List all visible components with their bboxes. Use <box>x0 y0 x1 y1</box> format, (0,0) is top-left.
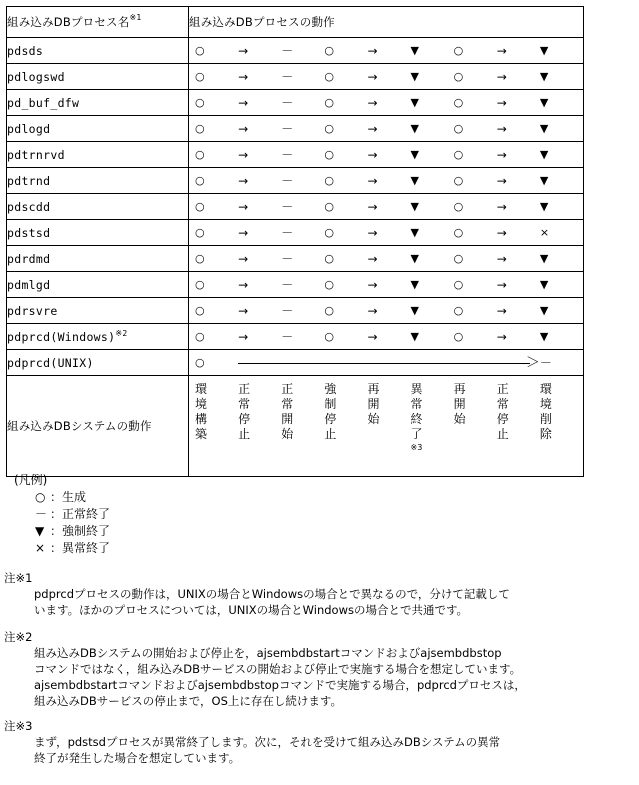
symbol-circle: ○ <box>324 174 334 187</box>
legend-item <box>8 540 110 557</box>
process-action-cell <box>189 298 584 324</box>
table-row <box>7 64 584 90</box>
symbol-dash: － <box>281 277 294 292</box>
symbol-sequence <box>189 220 583 245</box>
symbol-circle: ○ <box>453 278 464 291</box>
footnote-line: 組み込みDBサービスの停止まで，OS上に存在し続けます。 <box>34 694 342 708</box>
system-behavior-column <box>238 382 281 442</box>
table-row <box>7 246 584 272</box>
process-action-cell <box>189 90 584 116</box>
system-behavior-column <box>497 382 540 442</box>
symbol-tri: ▼ <box>410 252 420 265</box>
symbol-dash: － <box>281 121 294 136</box>
symbol-tri: ▼ <box>410 122 420 135</box>
symbol-circle: ○ <box>453 252 464 265</box>
symbol-tri: ▼ <box>539 148 549 161</box>
symbol-circle: ○ <box>324 148 334 161</box>
table-row <box>7 272 584 298</box>
symbol-arrow: → <box>238 199 249 214</box>
symbol-arrow: → <box>496 43 507 58</box>
legend-text: ：正常終了 <box>50 507 111 521</box>
system-behavior-column <box>454 382 497 427</box>
vertical-char: 常 <box>496 397 509 411</box>
long-arrow-icon <box>238 354 540 371</box>
process-name-cell <box>7 90 189 116</box>
symbol-arrow: → <box>367 69 378 84</box>
vertical-char: 終 <box>410 412 423 426</box>
symbol-arrow: → <box>238 173 249 188</box>
process-action-cell <box>189 246 584 272</box>
footnote-line: 終了が発生した場合を想定しています。 <box>34 751 241 765</box>
process-name-cell <box>7 64 189 90</box>
footnote-line: コマンドではなく，組み込みDBサービスの開始および停止で実施する場合を想定しています。 <box>34 662 522 676</box>
vertical-char: 停 <box>496 412 509 426</box>
vertical-char: 了 <box>410 427 423 441</box>
symbol-arrow: → <box>367 277 378 292</box>
vertical-char: 常 <box>238 397 251 411</box>
long-arrow-line <box>238 363 530 364</box>
symbol-dash: － <box>281 95 294 110</box>
symbol-circle: ○ <box>195 96 205 109</box>
process-name-label: pdlogd <box>7 121 51 136</box>
symbol-dash: － <box>281 199 294 214</box>
footnote-line: 組み込みDBシステムの開始および停止を，ajsembdbstartコマンドおよびajsembdbstop <box>34 646 502 660</box>
process-action-cell <box>189 142 584 168</box>
system-behavior-column <box>540 382 583 442</box>
process-name-cell <box>7 272 189 298</box>
symbol-arrow: → <box>496 121 507 136</box>
table-row <box>7 142 584 168</box>
symbol-sequence <box>189 116 583 141</box>
symbol-dash: － <box>281 251 294 266</box>
legend-item <box>8 523 110 540</box>
footnote-head: 注※2 <box>4 630 33 644</box>
symbol-circle: ○ <box>195 44 205 57</box>
symbol-circle: ○ <box>195 200 205 213</box>
symbol-arrow: → <box>238 277 249 292</box>
symbol-arrow: → <box>496 329 507 344</box>
process-name-cell <box>7 142 189 168</box>
symbol-circle: ○ <box>324 304 334 317</box>
symbol-circle: ○ <box>324 278 334 291</box>
vertical-char: 停 <box>324 412 337 426</box>
legend-symbol: － <box>35 507 48 521</box>
symbol-circle: ○ <box>324 252 334 265</box>
vertical-char: 始 <box>281 427 294 441</box>
process-name-cell <box>7 38 189 64</box>
symbol-circle: ○ <box>453 148 464 161</box>
symbol-arrow: → <box>496 251 507 266</box>
symbol-arrow: → <box>238 95 249 110</box>
process-action-cell <box>189 64 584 90</box>
symbol-circle: ○ <box>453 96 464 109</box>
footnote-line: ajsembdbstartコマンドおよびajsembdbstopコマンドで実施する場合，pdprcdプロセスは， <box>34 678 526 692</box>
symbol-sequence <box>189 64 583 89</box>
vertical-char: 正 <box>238 382 251 396</box>
symbol-circle: ○ <box>453 330 464 343</box>
symbol-arrow: → <box>367 121 378 136</box>
footnote-1 <box>4 570 510 618</box>
system-behavior-columns-cell <box>189 376 584 477</box>
legend-symbol: ▼ <box>35 524 45 538</box>
legend-text: ：生成 <box>50 490 87 504</box>
process-name-label: pdtrnd <box>7 173 51 188</box>
symbol-arrow: → <box>238 121 249 136</box>
system-behavior-column <box>367 382 410 427</box>
symbol-circle: ○ <box>195 278 205 291</box>
symbol-circle: ○ <box>195 148 205 161</box>
symbol-tri: ▼ <box>539 44 549 57</box>
symbol-tri: ▼ <box>410 226 420 239</box>
symbol-tri: ▼ <box>410 148 420 161</box>
symbol-dash: － <box>281 303 294 318</box>
process-name-cell <box>7 168 189 194</box>
process-name-label: pdsds <box>7 43 44 58</box>
header-process-name-footnote: ※1 <box>129 13 142 22</box>
symbol-dash: － <box>539 355 552 370</box>
symbol-circle: ○ <box>453 44 464 57</box>
symbol-circle: ○ <box>453 174 464 187</box>
symbol-arrow: → <box>238 303 249 318</box>
symbol-arrow: → <box>496 95 507 110</box>
system-behavior-column <box>324 382 367 442</box>
symbol-arrow: → <box>496 199 507 214</box>
symbol-tri: ▼ <box>410 44 420 57</box>
symbol-dash: － <box>281 225 294 240</box>
symbol-dash: － <box>281 173 294 188</box>
symbol-tri: ▼ <box>539 252 549 265</box>
system-behavior-column <box>281 382 324 442</box>
symbol-circle: ○ <box>195 226 205 239</box>
vertical-char: 除 <box>539 427 552 441</box>
vertical-char: 始 <box>367 412 380 426</box>
long-arrow-sequence <box>189 350 583 375</box>
process-name-label: pdprcd(Windows) <box>7 329 116 344</box>
embedded-db-process-behavior-table <box>6 6 584 477</box>
symbol-circle: ○ <box>453 226 464 239</box>
vertical-char: 開 <box>453 397 466 411</box>
legend-item-list <box>8 489 110 557</box>
process-name-label: pdscdd <box>7 199 51 214</box>
symbol-arrow: → <box>238 69 249 84</box>
vertical-char: 環 <box>195 382 208 396</box>
symbol-circle: ○ <box>195 330 205 343</box>
vertical-char: 境 <box>539 397 552 411</box>
symbol-circle: ○ <box>324 200 334 213</box>
symbol-sequence <box>189 90 583 115</box>
process-name-cell <box>7 194 189 220</box>
table-row <box>7 38 584 64</box>
symbol-arrow: → <box>367 199 378 214</box>
symbol-arrow: → <box>367 43 378 58</box>
process-action-cell <box>189 116 584 142</box>
symbol-dash: － <box>281 329 294 344</box>
symbol-tri: ▼ <box>410 70 420 83</box>
symbol-circle: ○ <box>195 174 205 187</box>
symbol-circle: ○ <box>324 96 334 109</box>
symbol-arrow: → <box>367 225 378 240</box>
legend-text: ：強制終了 <box>50 524 111 538</box>
vertical-char: 停 <box>238 412 251 426</box>
legend-symbol: × <box>35 541 46 555</box>
symbol-cross: × <box>539 226 550 239</box>
symbol-circle: ○ <box>324 122 334 135</box>
legend-symbol: ○ <box>35 490 46 504</box>
process-name-footnote: ※2 <box>115 328 128 338</box>
vertical-char: 止 <box>238 427 251 441</box>
footnote-head: 注※3 <box>4 719 33 733</box>
legend-text: ：異常終了 <box>50 541 111 555</box>
process-action-cell <box>189 324 584 350</box>
process-action-cell <box>189 220 584 246</box>
legend-item <box>8 506 110 523</box>
vertical-char: 止 <box>324 427 337 441</box>
symbol-tri: ▼ <box>539 122 549 135</box>
footnote-3 <box>4 718 500 766</box>
vertical-char: 常 <box>410 397 423 411</box>
symbol-tri: ▼ <box>539 70 549 83</box>
symbol-tri: ▼ <box>539 330 549 343</box>
legend-item <box>8 489 110 506</box>
process-name-label: pdlogswd <box>7 69 65 84</box>
symbol-arrow: → <box>367 173 378 188</box>
symbol-tri: ▼ <box>410 96 420 109</box>
legend-title: (凡例) <box>14 473 48 487</box>
symbol-dash: － <box>281 147 294 162</box>
symbol-arrow: → <box>238 147 249 162</box>
process-name-label: pdrsvre <box>7 303 58 318</box>
process-action-cell <box>189 272 584 298</box>
footnote-line: まず，pdstsdプロセスが異常終了します。次に，それを受けて組み込みDBシステムの異常 <box>34 735 501 749</box>
symbol-circle: ○ <box>453 70 464 83</box>
vertical-char: 境 <box>195 397 208 411</box>
symbol-arrow: → <box>367 329 378 344</box>
symbol-arrow: → <box>496 173 507 188</box>
symbol-tri: ▼ <box>539 304 549 317</box>
symbol-arrow: → <box>496 225 507 240</box>
process-name-label: pdstsd <box>7 225 51 240</box>
symbol-sequence <box>189 38 583 63</box>
vertical-char: 異 <box>410 382 423 396</box>
process-name-cell: pdprcd(UNIX) <box>7 350 189 376</box>
symbol-circle: ○ <box>195 356 205 369</box>
process-name-label: pdrdmd <box>7 251 51 266</box>
process-name-cell <box>7 246 189 272</box>
symbol-arrow: → <box>238 329 249 344</box>
symbol-arrow: → <box>238 43 249 58</box>
system-behavior-label: 組み込みDBシステムの動作 <box>7 376 189 477</box>
symbol-dash: － <box>281 43 294 58</box>
vertical-char: 正 <box>281 382 294 396</box>
symbol-arrow: → <box>367 251 378 266</box>
system-behavior-columns <box>189 376 583 476</box>
vertical-char: 止 <box>496 427 509 441</box>
symbol-sequence <box>189 246 583 271</box>
symbol-tri: ▼ <box>410 278 420 291</box>
vertical-char: 再 <box>367 382 380 396</box>
vertical-char: 構 <box>195 412 208 426</box>
process-name-label: pd_buf_dfw <box>7 95 80 110</box>
process-name-cell <box>7 298 189 324</box>
symbol-arrow: → <box>496 277 507 292</box>
symbol-tri: ▼ <box>410 174 420 187</box>
process-name-cell <box>7 324 189 350</box>
process-name-cell <box>7 220 189 246</box>
process-action-cell <box>189 38 584 64</box>
symbol-sequence <box>189 272 583 297</box>
long-arrow-head: ＞ <box>525 354 540 371</box>
vertical-char: 正 <box>496 382 509 396</box>
table-row <box>7 194 584 220</box>
symbol-arrow: → <box>496 303 507 318</box>
symbol-circle: ○ <box>453 122 464 135</box>
process-name-cell <box>7 116 189 142</box>
symbol-arrow: → <box>367 303 378 318</box>
footnote-line: います。ほかのプロセスについては，UNIXの場合とWindowsの場合とで共通です。 <box>34 603 469 617</box>
system-behavior-column <box>411 382 454 453</box>
symbol-circle: ○ <box>195 70 205 83</box>
symbol-circle: ○ <box>324 226 334 239</box>
process-name-label: pdmlgd <box>7 277 51 292</box>
symbol-circle: ○ <box>195 252 205 265</box>
table-row-system-behavior <box>7 376 584 477</box>
symbol-circle: ○ <box>453 304 464 317</box>
symbol-tri: ▼ <box>410 200 420 213</box>
table-row <box>7 298 584 324</box>
symbol-dash: － <box>281 69 294 84</box>
process-action-cell <box>189 350 584 376</box>
symbol-arrow: → <box>496 147 507 162</box>
vertical-char: 開 <box>367 397 380 411</box>
symbol-tri: ▼ <box>539 200 549 213</box>
table-row <box>7 324 584 350</box>
process-action-cell <box>189 194 584 220</box>
symbol-sequence <box>189 142 583 167</box>
symbol-arrow: → <box>238 225 249 240</box>
table-body <box>7 7 584 477</box>
symbol-tri: ▼ <box>410 304 420 317</box>
symbol-tri: ▼ <box>539 96 549 109</box>
table-row <box>7 220 584 246</box>
footnote-line: pdprcdプロセスの動作は，UNIXの場合とWindowsの場合とで異なるので，分けて記載して <box>34 587 510 601</box>
table-row <box>7 116 584 142</box>
symbol-sequence <box>189 298 583 323</box>
symbol-arrow: → <box>367 147 378 162</box>
header-process-action: 組み込みDBプロセスの動作 <box>189 7 584 38</box>
vertical-char: 築 <box>195 427 208 441</box>
table-row <box>7 90 584 116</box>
vertical-char: 常 <box>281 397 294 411</box>
symbol-circle: ○ <box>195 304 205 317</box>
symbol-circle: ○ <box>324 44 334 57</box>
vertical-char: 始 <box>453 412 466 426</box>
vertical-char: 制 <box>324 397 337 411</box>
symbol-circle: ○ <box>324 70 334 83</box>
vertical-char: 強 <box>324 382 337 396</box>
vertical-char: 開 <box>281 412 294 426</box>
symbol-arrow: → <box>496 69 507 84</box>
system-behavior-column <box>195 382 238 442</box>
table-header-row <box>7 7 584 38</box>
symbol-arrow: → <box>238 251 249 266</box>
symbol-tri: ▼ <box>539 278 549 291</box>
header-process-name-label: 組み込みDBプロセス名 <box>7 15 130 29</box>
legend <box>8 472 110 557</box>
vertical-char: 再 <box>453 382 466 396</box>
symbol-sequence <box>189 324 583 349</box>
symbol-circle: ○ <box>324 330 334 343</box>
symbol-circle: ○ <box>453 200 464 213</box>
vertical-footnote: ※3 <box>410 443 423 452</box>
header-process-name <box>7 7 189 38</box>
symbol-sequence <box>189 168 583 193</box>
symbol-tri: ▼ <box>410 330 420 343</box>
symbol-sequence <box>189 194 583 219</box>
table-row <box>7 168 584 194</box>
vertical-char: 環 <box>539 382 552 396</box>
symbol-circle: ○ <box>195 122 205 135</box>
process-name-label: pdtrnrvd <box>7 147 65 162</box>
symbol-arrow: → <box>367 95 378 110</box>
process-action-cell <box>189 168 584 194</box>
footnote-head: 注※1 <box>4 571 33 585</box>
vertical-char: 削 <box>539 412 552 426</box>
footnote-2 <box>4 629 526 709</box>
symbol-tri: ▼ <box>539 174 549 187</box>
table-row-unix <box>7 350 584 376</box>
